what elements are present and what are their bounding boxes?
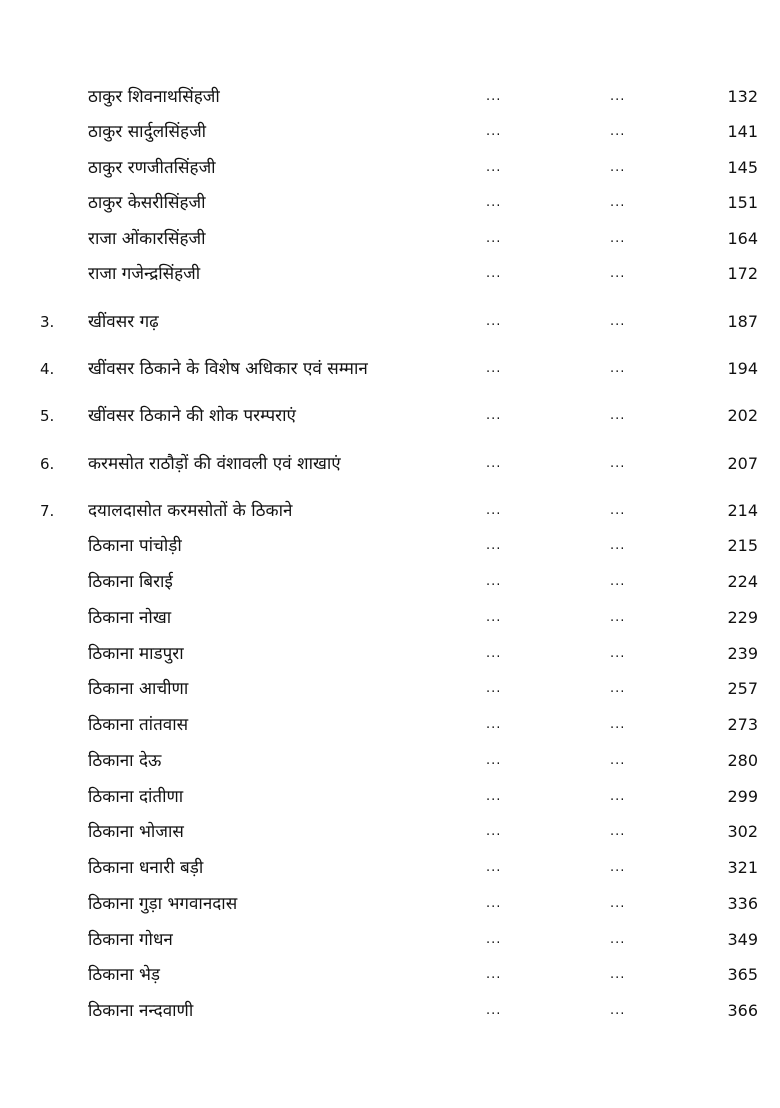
entry-leader-dots: ... [610,681,626,696]
entry-page-number: 215 [727,536,758,555]
entry-leader-dots: ... [610,231,626,246]
entry-number: 3. [40,313,55,331]
entry-page-number: 187 [727,312,758,331]
entry-title: खींवसर ठिकाने के विशेष अधिकार एवं सम्मान [88,359,368,379]
entry-leader-dots: ... [486,574,502,589]
entry-leader-dots: ... [486,789,502,804]
entry-title: राजा गजेन्द्रसिंहजी [88,264,201,284]
entry-leader-dots: ... [486,646,502,661]
entry-title: ठिकाना पांचोड़ी [88,536,182,556]
entry-page-number: 132 [727,87,758,106]
toc-entry [0,817,780,847]
entry-title: ठिकाना भेड़ [88,965,161,985]
toc-entry [0,925,780,955]
entry-leader-dots: ... [610,456,626,471]
entry-page-number: 366 [727,1001,758,1020]
toc-entry [0,710,780,740]
entry-leader-dots: ... [486,124,502,139]
entry-leader-dots: ... [610,538,626,553]
entry-leader-dots: ... [486,231,502,246]
entry-title: खींवसर गढ़ [88,312,159,332]
entry-page-number: 257 [727,679,758,698]
entry-page-number: 239 [727,644,758,663]
entry-title: दयालदासोत करमसोतों के ठिकाने [88,501,293,521]
entry-leader-dots: ... [610,503,626,518]
entry-page-number: 194 [727,359,758,378]
entry-title: ठिकाना गोधन [88,930,173,950]
entry-leader-dots: ... [610,160,626,175]
entry-title: ठिकाना भोजास [88,822,184,842]
entry-page-number: 164 [727,229,758,248]
entry-title: ठिकाना दांतीणा [88,787,184,807]
entry-leader-dots: ... [486,361,502,376]
entry-page-number: 224 [727,572,758,591]
entry-leader-dots: ... [486,681,502,696]
entry-leader-dots: ... [610,932,626,947]
entry-page-number: 349 [727,930,758,949]
toc-entry [0,746,780,776]
entry-page-number: 145 [727,158,758,177]
entry-page-number: 299 [727,787,758,806]
entry-page-number: 207 [727,454,758,473]
entry-leader-dots: ... [486,456,502,471]
toc-entry [0,117,780,147]
entry-leader-dots: ... [486,860,502,875]
entry-leader-dots: ... [610,574,626,589]
entry-title: खींवसर ठिकाने की शोक परम्पराएं [88,406,296,426]
entry-title: ठिकाना बिराई [88,572,173,592]
toc-entry [0,496,780,526]
entry-leader-dots: ... [610,124,626,139]
entry-leader-dots: ... [610,824,626,839]
entry-leader-dots: ... [486,824,502,839]
entry-title: ठिकाना धनारी बड़ी [88,858,204,878]
entry-title: ठाकुर रणजीतसिंहजी [88,158,216,178]
toc-entry [0,674,780,704]
entry-page-number: 141 [727,122,758,141]
entry-leader-dots: ... [610,717,626,732]
entry-title: ठाकुर शिवनाथसिंहजी [88,87,220,107]
toc-entry [0,603,780,633]
toc-entry [0,307,780,337]
entry-page-number: 172 [727,264,758,283]
toc-entry [0,960,780,990]
entry-leader-dots: ... [486,753,502,768]
entry-page-number: 302 [727,822,758,841]
entry-leader-dots: ... [486,717,502,732]
entry-leader-dots: ... [486,538,502,553]
entry-page-number: 229 [727,608,758,627]
entry-leader-dots: ... [486,266,502,281]
toc-entry [0,153,780,183]
entry-leader-dots: ... [486,967,502,982]
entry-leader-dots: ... [610,967,626,982]
entry-title: करमसोत राठौड़ों की वंशावली एवं शाखाएं [88,454,341,474]
entry-leader-dots: ... [486,160,502,175]
entry-title: ठिकाना गुड़ा भगवानदास [88,894,238,914]
entry-title: राजा ओंकारसिंहजी [88,229,206,249]
entry-page-number: 214 [727,501,758,520]
entry-leader-dots: ... [486,503,502,518]
entry-number: 7. [40,502,55,520]
entry-leader-dots: ... [610,860,626,875]
entry-page-number: 151 [727,193,758,212]
entry-title: ठिकाना नन्दवाणी [88,1001,194,1021]
entry-leader-dots: ... [486,314,502,329]
toc-entry [0,188,780,218]
entry-leader-dots: ... [486,89,502,104]
toc-entry [0,853,780,883]
toc-entry [0,639,780,669]
entry-leader-dots: ... [610,266,626,281]
entry-leader-dots: ... [610,610,626,625]
toc-entry [0,82,780,112]
entry-page-number: 365 [727,965,758,984]
entry-title: ठिकाना देऊ [88,751,162,771]
entry-title: ठिकाना आचीणा [88,679,189,699]
entry-leader-dots: ... [486,195,502,210]
toc-entry [0,996,780,1026]
toc-entry [0,782,780,812]
entry-leader-dots: ... [486,1003,502,1018]
entry-leader-dots: ... [486,896,502,911]
entry-title: ठाकुर केसरीसिंहजी [88,193,206,213]
entry-leader-dots: ... [610,789,626,804]
entry-leader-dots: ... [610,753,626,768]
entry-number: 5. [40,407,55,425]
entry-page-number: 336 [727,894,758,913]
toc-entry [0,889,780,919]
entry-leader-dots: ... [486,610,502,625]
entry-number: 4. [40,360,55,378]
toc-entry [0,224,780,254]
toc-entry [0,354,780,384]
entry-page-number: 202 [727,406,758,425]
entry-leader-dots: ... [610,195,626,210]
entry-number: 6. [40,455,55,473]
toc-entry [0,259,780,289]
toc-entry [0,449,780,479]
entry-page-number: 321 [727,858,758,877]
entry-title: ठिकाना नोखा [88,608,172,628]
toc-entry [0,567,780,597]
entry-leader-dots: ... [486,932,502,947]
toc-entry [0,531,780,561]
entry-title: ठिकाना माडपुरा [88,644,184,664]
entry-leader-dots: ... [610,314,626,329]
entry-leader-dots: ... [610,646,626,661]
entry-leader-dots: ... [486,408,502,423]
entry-page-number: 273 [727,715,758,734]
entry-leader-dots: ... [610,361,626,376]
entry-leader-dots: ... [610,1003,626,1018]
entry-title: ठिकाना तांतवास [88,715,189,735]
entry-title: ठाकुर सार्दुलसिंहजी [88,122,207,142]
toc-entry [0,401,780,431]
entry-leader-dots: ... [610,408,626,423]
entry-leader-dots: ... [610,89,626,104]
entry-leader-dots: ... [610,896,626,911]
entry-page-number: 280 [727,751,758,770]
